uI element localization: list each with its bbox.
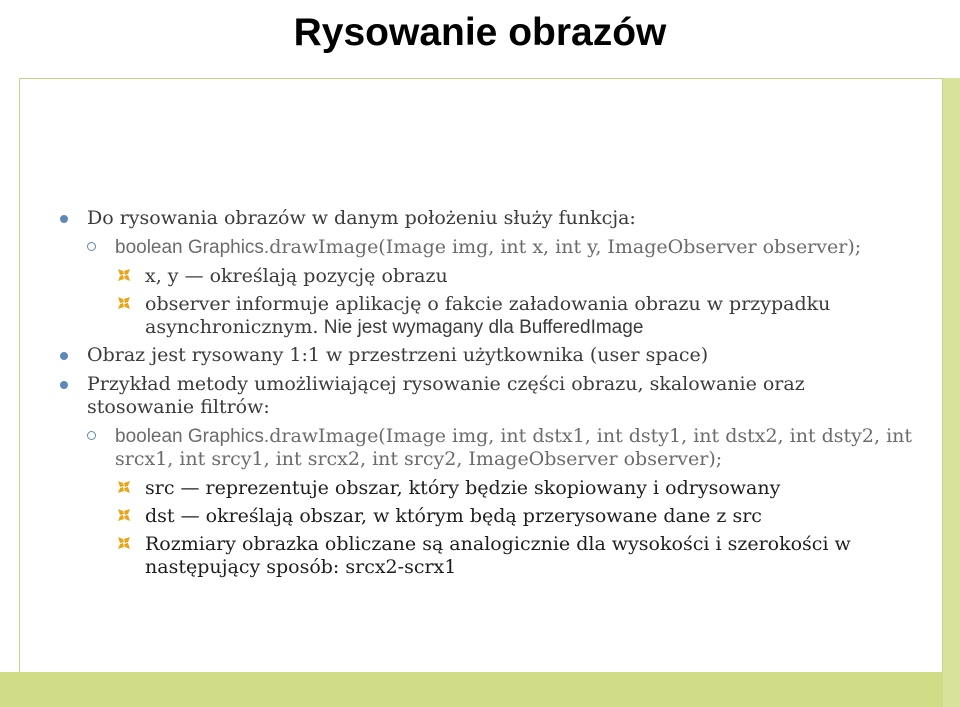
bullet-list bbox=[60, 207, 915, 584]
list-item-text: Przykład metody umożliwiającej rysowanie części obrazu, skalowanie oraz stosowanie filtrów: bbox=[87, 373, 805, 418]
arrow-cross-bullet-icon bbox=[117, 296, 131, 310]
list-item-text: drawImage(Image img, int x, int y, ImageObserver observer); bbox=[269, 236, 862, 258]
arrow-cross-bullet-icon bbox=[117, 536, 131, 550]
list-item bbox=[60, 265, 915, 288]
arrow-cross-bullet-icon bbox=[117, 268, 131, 282]
list-item-text-prefix: boolean Graphics. bbox=[115, 426, 270, 447]
list-item bbox=[60, 373, 915, 419]
list-item bbox=[60, 477, 915, 500]
list-item-text: Do rysowania obrazów w danym położeniu służy funkcja: bbox=[87, 207, 636, 229]
list-item bbox=[60, 293, 915, 339]
list-item-text-prefix: boolean Graphics. bbox=[115, 237, 270, 258]
list-item bbox=[60, 207, 915, 230]
bullet-dot-icon bbox=[60, 381, 68, 389]
list-item-text: observer informuje aplikację o fakcie załadowania obrazu w przypadku asynchronicznym. bbox=[145, 293, 831, 338]
list-item bbox=[60, 425, 915, 471]
list-item-text: src — reprezentuje obszar, który będzie skopiowany i odrysowany bbox=[145, 477, 781, 499]
list-item-text-suffix: Nie jest wymagany dla BufferedImage bbox=[318, 317, 644, 338]
list-item-text: drawImage(Image img, int dstx1, int dsty1, int dstx2, int dsty2, int srcx1, int srcy1, int srcx2, int srcy2, ImageObserver observer); bbox=[115, 425, 913, 470]
bullet-dot-icon bbox=[60, 215, 68, 223]
bullet-dot-icon bbox=[60, 352, 68, 360]
bottom-accent-band bbox=[0, 672, 943, 707]
list-item-text: Rozmiary obrazka obliczane są analogicznie dla wysokości i szerokości w następujący sposób: srcx2-scrx1 bbox=[145, 533, 851, 578]
list-item bbox=[60, 533, 915, 579]
list-item bbox=[60, 344, 915, 367]
bullet-ring-icon bbox=[87, 431, 96, 440]
slide-title: Rysowanie obrazów bbox=[293, 11, 667, 54]
right-accent-band bbox=[943, 78, 960, 707]
arrow-cross-bullet-icon bbox=[117, 480, 131, 494]
list-item bbox=[60, 505, 915, 528]
arrow-cross-bullet-icon bbox=[117, 508, 131, 522]
list-item-text: Obraz jest rysowany 1:1 w przestrzeni użytkownika (user space) bbox=[87, 344, 709, 366]
list-item-text: dst — określają obszar, w którym będą przerysowane dane z src bbox=[145, 505, 762, 527]
list-item-text: x, y — określają pozycję obrazu bbox=[145, 265, 448, 287]
bullet-ring-icon bbox=[87, 242, 96, 251]
list-item bbox=[60, 236, 915, 259]
